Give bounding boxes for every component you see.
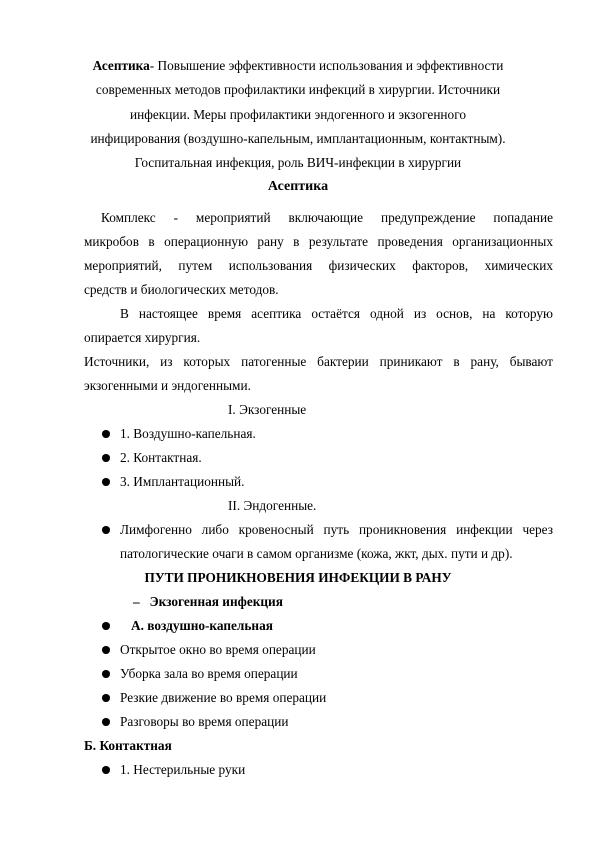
exogenous-item: 1. Воздушно-капельная. [120,426,256,441]
intro-term: Асептика [92,58,150,73]
airborne-title: А. воздушно-капельная [131,618,273,633]
section-heading: Асептика [267,179,329,194]
endogenous-title: II. Эндогенные. [228,498,317,513]
airborne-item: Уборка зала во время операции [120,666,298,681]
endogenous-item-line-1: Лимфогенно либо кровеносный путь проникновения инфекции через [120,522,553,537]
exogenous-subheading [133,594,283,610]
airborne-item: Открытое окно во время операции [120,642,316,657]
bullet-icon [102,670,110,678]
airborne-item: Разговоры во время операции [120,714,289,729]
sources-line-2: экзогенными и эндогенными. [84,378,251,393]
bullet-icon [102,646,110,654]
bullet-icon [102,622,110,630]
bullet-icon [102,478,110,486]
exogenous-subheading-text: Экзогенная инфекция [149,594,283,609]
intro-line-1-rest: - Повышение эффективности использования и эффективности [149,58,504,73]
airborne-item: Резкие движение во время операции [120,690,327,705]
bullet-icon [102,694,110,702]
routes-heading: ПУТИ ПРОНИКНОВЕНИЯ ИНФЕКЦИИ В РАНУ [144,570,452,585]
bullet-icon [102,526,110,534]
definition-line-4: средств и биологических методов. [84,282,279,297]
basis-line-2: опирается хирургия. [84,330,201,345]
bullet-icon [102,430,110,438]
exogenous-item: 2. Контактная. [120,450,202,465]
exogenous-title: I. Экзогенные [228,402,307,417]
dash-icon: – [133,594,150,609]
definition-line-3: мероприятий, путем использования физических факторов, химических [84,258,553,273]
contact-title: Б. Контактная [84,738,172,753]
basis-line-1: В настоящее время асептика остаётся одной из основ, на которую [120,306,553,321]
exogenous-item: 3. Имплантационный. [120,474,245,489]
intro-line-1 [0,58,596,74]
contact-item: 1. Нестерильные руки [120,762,246,777]
intro-line-4: инфицирования (воздушно-капельным, имплантационным, контактным). [90,131,506,146]
intro-line-3: инфекции. Меры профилактики эндогенного и экзогенного [130,107,466,122]
definition-line-2: микробов в операционную рану в результате проведения организационных [84,234,553,249]
bullet-icon [102,718,110,726]
intro-line-5: Госпитальная инфекция, роль ВИЧ-инфекции в хирургии [134,155,462,170]
bullet-icon [102,766,110,774]
bullet-icon [102,454,110,462]
definition-line-1: Комплекс - мероприятий включающие предупреждение попадание [101,210,553,225]
sources-line-1: Источники, из которых патогенные бактерии приникают в рану, бывают [84,354,553,369]
endogenous-item-line-2: патологические очаги в самом организме (кожа, жкт, дых. пути и др). [120,546,513,561]
intro-line-2: современных методов профилактики инфекций в хирургии. Источники [95,82,501,97]
